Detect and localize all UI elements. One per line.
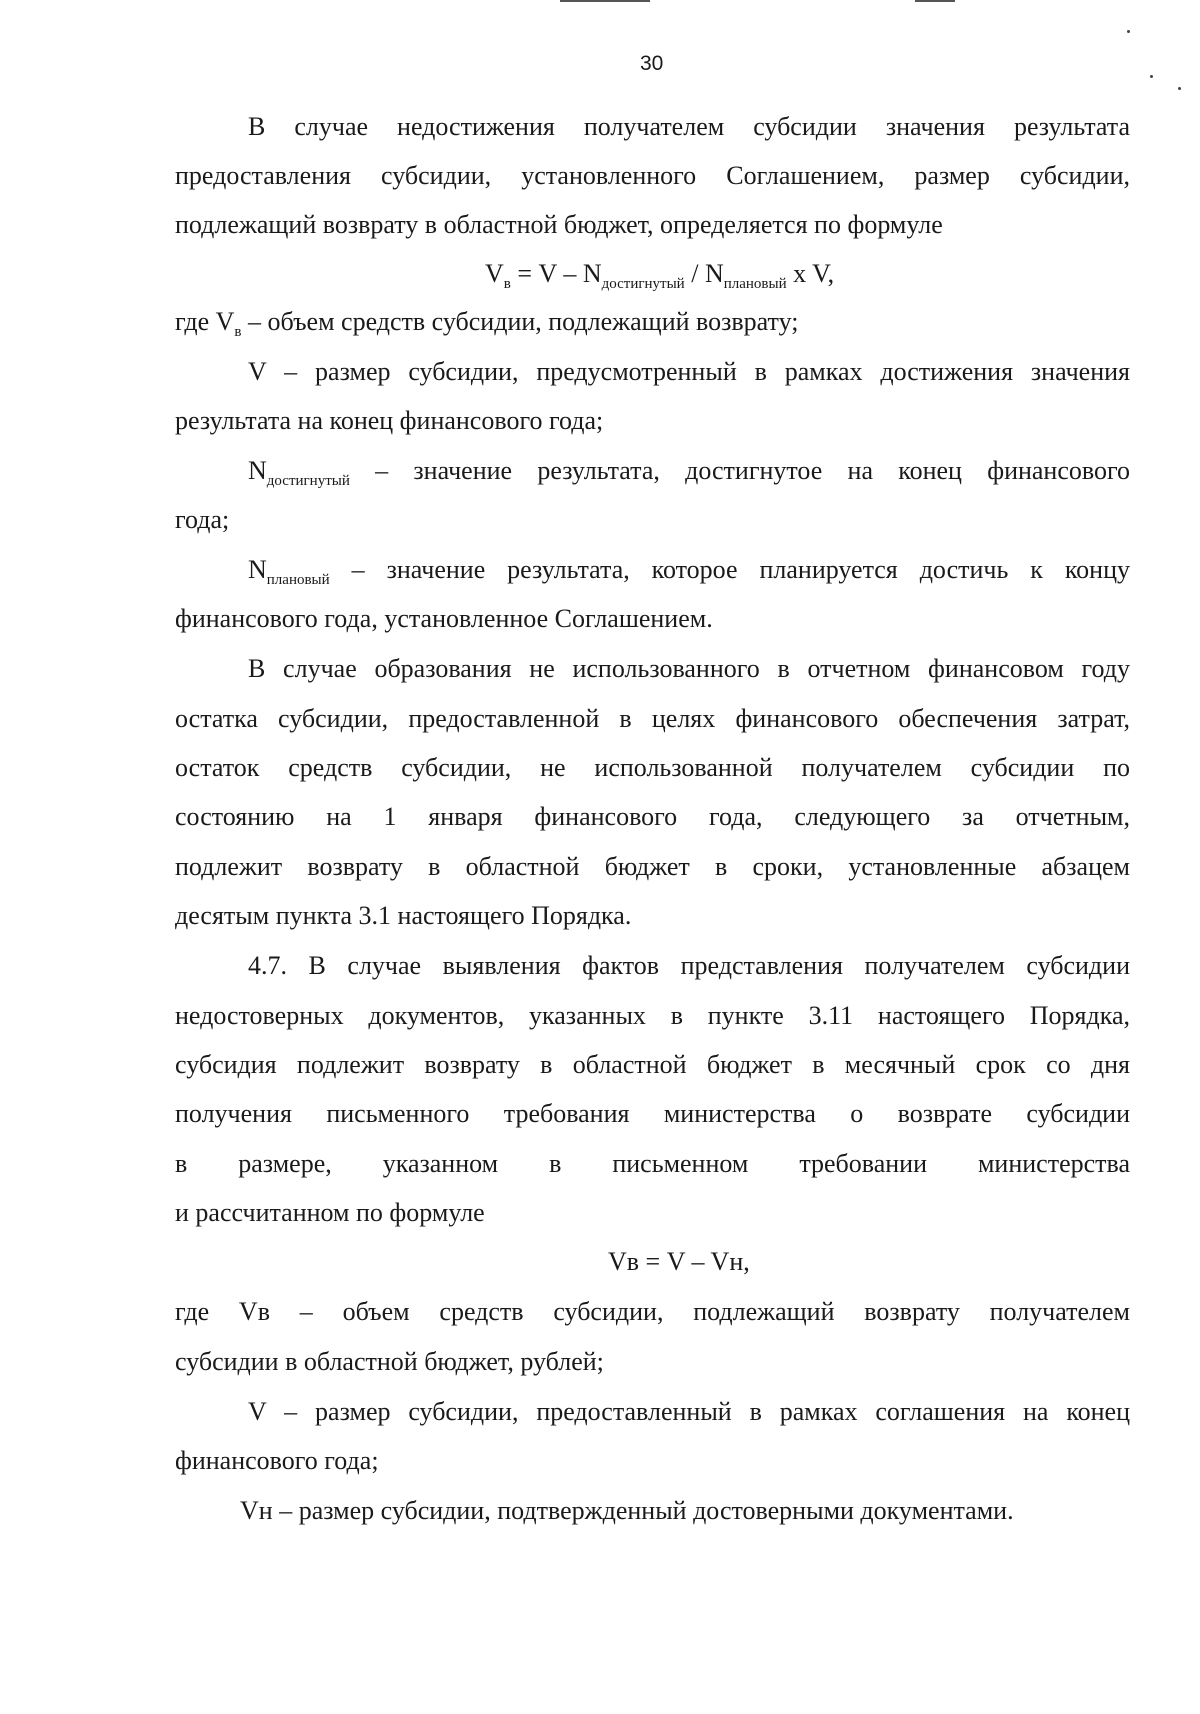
- definition-v-line-2: результата на конец финансового года;: [175, 406, 604, 435]
- paragraph-2-line-3: остаток средств субсидии, не использованной получателем субсидии по: [175, 753, 1130, 782]
- definition-n-planned-n: N: [248, 555, 267, 584]
- formula-1-n-planned-subscript: плановый: [723, 276, 787, 292]
- formula-1-n-achieved-subscript: достигнутый: [601, 276, 685, 292]
- scan-speck: [1150, 75, 1153, 78]
- paragraph-3-line-3: субсидия подлежит возврату в областной бюджет в месячный срок со дня: [175, 1050, 1130, 1079]
- definition-n-achieved-line-1: [248, 455, 1130, 497]
- paragraph-2-line-6: десятым пункта 3.1 настоящего Порядка.: [175, 901, 632, 930]
- definition-n-achieved-line-2: года;: [175, 505, 230, 534]
- formula-1-slash: / N: [684, 259, 724, 288]
- paragraph-1-line-1: В случае недостижения получателем субсидии значения результата: [248, 112, 1130, 141]
- paragraph-3-line-1: 4.7. В случае выявления фактов представления получателем субсидии: [248, 951, 1130, 980]
- definition-v2-line-2: финансового года;: [175, 1446, 379, 1475]
- definition-n-achieved-subscript: достигнутый: [266, 473, 350, 489]
- definition-n-planned-line-1: [248, 554, 1130, 596]
- paragraph-3-line-6: и рассчитанном по формуле: [175, 1198, 485, 1227]
- scan-speck: [1127, 30, 1130, 33]
- formula-1: [485, 258, 834, 300]
- definition-n-planned-text: – значение результата, которое планируется достичь к концу: [329, 555, 1130, 584]
- formula-1-eq: = V – N: [510, 259, 602, 288]
- definition-v-line-1: V – размер субсидии, предусмотренный в рамках достижения значения: [248, 357, 1130, 386]
- definition-vv: [175, 306, 798, 348]
- formula-1-tail: x V,: [786, 259, 835, 288]
- paragraph-3-line-2: недостоверных документов, указанных в пункте 3.11 настоящего Порядка,: [175, 1001, 1130, 1030]
- definition-n-planned-line-2: финансового года, установленное Соглашением.: [175, 604, 713, 633]
- scan-edge-line: [560, 0, 650, 2]
- scan-edge-line: [915, 0, 955, 2]
- paragraph-2-line-1: В случае образования не использованного в отчетном финансовом году: [248, 654, 1130, 683]
- definition-n-achieved-n: N: [248, 456, 267, 485]
- paragraph-1-line-2: предоставления субсидии, установленного Соглашением, размер субсидии,: [175, 161, 1130, 190]
- paragraph-3-line-4: получения письменного требования министерства о возврате субсидии: [175, 1099, 1130, 1128]
- page-number: 30: [640, 52, 664, 75]
- definition-vv-text: – объем средств субсидии, подлежащий возврату;: [241, 307, 799, 336]
- scan-speck: [1178, 87, 1181, 90]
- paragraph-2-line-5: подлежит возврату в областной бюджет в сроки, установленные абзацем: [175, 852, 1130, 881]
- paragraph-3-line-5: в размере, указанном в письменном требовании министерства: [175, 1149, 1130, 1178]
- formula-1-v-subscript: в: [503, 276, 511, 292]
- definition-vv2-line-1: где Vв – объем средств субсидии, подлежащий возврату получателем: [175, 1297, 1130, 1326]
- definition-v2-line-1: V – размер субсидии, предоставленный в рамках соглашения на конец: [248, 1397, 1130, 1426]
- definition-n-achieved-text: – значение результата, достигнутое на конец финансового: [349, 456, 1130, 485]
- paragraph-2-line-2: остатка субсидии, предоставленной в целях финансового обеспечения затрат,: [175, 704, 1130, 733]
- definition-vv2-line-2: субсидии в областной бюджет, рублей;: [175, 1347, 604, 1376]
- definition-n-planned-subscript: плановый: [266, 572, 330, 588]
- formula-1-v: V: [485, 259, 504, 288]
- definition-vn: Vн – размер субсидии, подтвержденный достоверными документами.: [240, 1496, 1014, 1525]
- paragraph-2-line-4: состоянию на 1 января финансового года, следующего за отчетным,: [175, 802, 1130, 831]
- formula-2: Vв = V – Vн,: [608, 1247, 750, 1276]
- definition-vv-pre: где V: [175, 307, 235, 336]
- paragraph-1-line-3: подлежащий возврату в областной бюджет, определяется по формуле: [175, 210, 943, 239]
- definition-vv-subscript: в: [234, 324, 242, 340]
